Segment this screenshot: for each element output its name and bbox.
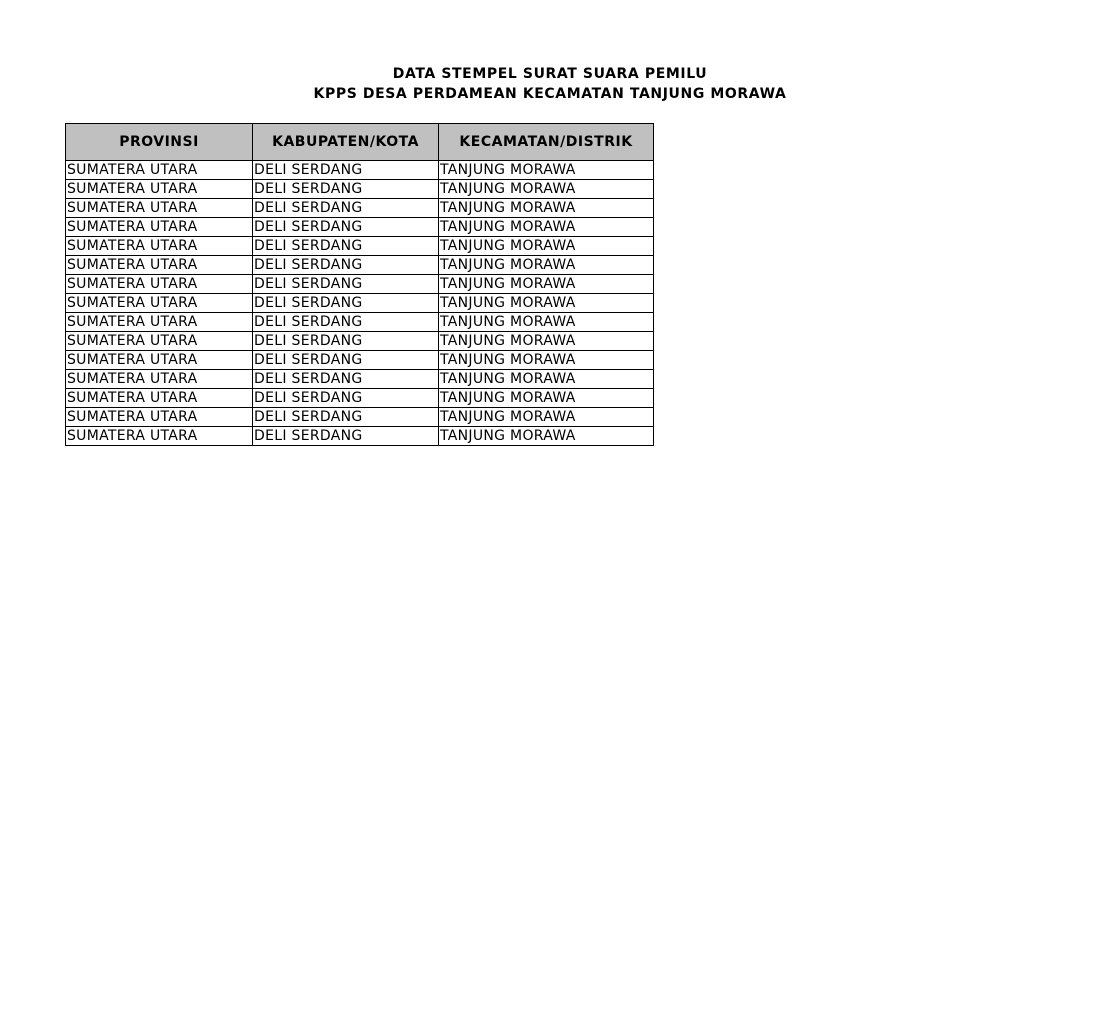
cell-provinsi: SUMATERA UTARA <box>66 161 253 180</box>
document-title: DATA STEMPEL SURAT SUARA PEMILU <box>392 66 708 82</box>
cell-kecamatan-distrik: TANJUNG MORAWA <box>439 180 654 199</box>
table-row <box>66 294 654 313</box>
cell-kabupaten-kota: DELI SERDANG <box>253 389 439 408</box>
table-row <box>66 332 654 351</box>
table-row <box>66 218 654 237</box>
cell-kabupaten-kota: DELI SERDANG <box>253 256 439 275</box>
table-row <box>66 370 654 389</box>
cell-kecamatan-distrik: TANJUNG MORAWA <box>439 275 654 294</box>
cell-provinsi: SUMATERA UTARA <box>66 427 253 446</box>
cell-provinsi: SUMATERA UTARA <box>66 199 253 218</box>
column-header-provinsi: PROVINSI <box>66 124 253 161</box>
cell-kecamatan-distrik: TANJUNG MORAWA <box>439 161 654 180</box>
cell-provinsi: SUMATERA UTARA <box>66 294 253 313</box>
cell-provinsi: SUMATERA UTARA <box>66 218 253 237</box>
cell-kecamatan-distrik: TANJUNG MORAWA <box>439 237 654 256</box>
cell-provinsi: SUMATERA UTARA <box>66 408 253 427</box>
table-row <box>66 408 654 427</box>
cell-kabupaten-kota: DELI SERDANG <box>253 237 439 256</box>
document-subtitle: KPPS DESA PERDAMEAN KECAMATAN TANJUNG MORAWA <box>313 86 787 102</box>
cell-kecamatan-distrik: TANJUNG MORAWA <box>439 199 654 218</box>
table-row <box>66 427 654 446</box>
cell-provinsi: SUMATERA UTARA <box>66 370 253 389</box>
cell-provinsi: SUMATERA UTARA <box>66 332 253 351</box>
cell-kabupaten-kota: DELI SERDANG <box>253 408 439 427</box>
cell-kabupaten-kota: DELI SERDANG <box>253 370 439 389</box>
table-row <box>66 180 654 199</box>
cell-kabupaten-kota: DELI SERDANG <box>253 218 439 237</box>
cell-provinsi: SUMATERA UTARA <box>66 237 253 256</box>
cell-kabupaten-kota: DELI SERDANG <box>253 180 439 199</box>
cell-kecamatan-distrik: TANJUNG MORAWA <box>439 294 654 313</box>
cell-kecamatan-distrik: TANJUNG MORAWA <box>439 408 654 427</box>
data-table <box>65 123 654 446</box>
column-header-kecamatan-distrik: KECAMATAN/DISTRIK <box>439 124 654 161</box>
table-row <box>66 256 654 275</box>
cell-kabupaten-kota: DELI SERDANG <box>253 275 439 294</box>
cell-kecamatan-distrik: TANJUNG MORAWA <box>439 427 654 446</box>
table-header-row <box>66 124 654 161</box>
cell-kabupaten-kota: DELI SERDANG <box>253 294 439 313</box>
table-row <box>66 199 654 218</box>
cell-kecamatan-distrik: TANJUNG MORAWA <box>439 256 654 275</box>
cell-provinsi: SUMATERA UTARA <box>66 389 253 408</box>
table-row <box>66 275 654 294</box>
cell-kabupaten-kota: DELI SERDANG <box>253 313 439 332</box>
cell-provinsi: SUMATERA UTARA <box>66 275 253 294</box>
cell-kecamatan-distrik: TANJUNG MORAWA <box>439 313 654 332</box>
cell-kecamatan-distrik: TANJUNG MORAWA <box>439 351 654 370</box>
cell-provinsi: SUMATERA UTARA <box>66 180 253 199</box>
cell-provinsi: SUMATERA UTARA <box>66 313 253 332</box>
cell-kecamatan-distrik: TANJUNG MORAWA <box>439 370 654 389</box>
column-header-kabupaten-kota: KABUPATEN/KOTA <box>253 124 439 161</box>
table-row <box>66 161 654 180</box>
cell-kecamatan-distrik: TANJUNG MORAWA <box>439 389 654 408</box>
cell-kabupaten-kota: DELI SERDANG <box>253 332 439 351</box>
cell-kabupaten-kota: DELI SERDANG <box>253 199 439 218</box>
table-row <box>66 237 654 256</box>
table-row <box>66 313 654 332</box>
cell-kecamatan-distrik: TANJUNG MORAWA <box>439 218 654 237</box>
cell-kabupaten-kota: DELI SERDANG <box>253 351 439 370</box>
cell-kecamatan-distrik: TANJUNG MORAWA <box>439 332 654 351</box>
cell-kabupaten-kota: DELI SERDANG <box>253 427 439 446</box>
table-row <box>66 351 654 370</box>
cell-provinsi: SUMATERA UTARA <box>66 256 253 275</box>
table-row <box>66 389 654 408</box>
table-body <box>66 161 654 446</box>
cell-kabupaten-kota: DELI SERDANG <box>253 161 439 180</box>
cell-provinsi: SUMATERA UTARA <box>66 351 253 370</box>
